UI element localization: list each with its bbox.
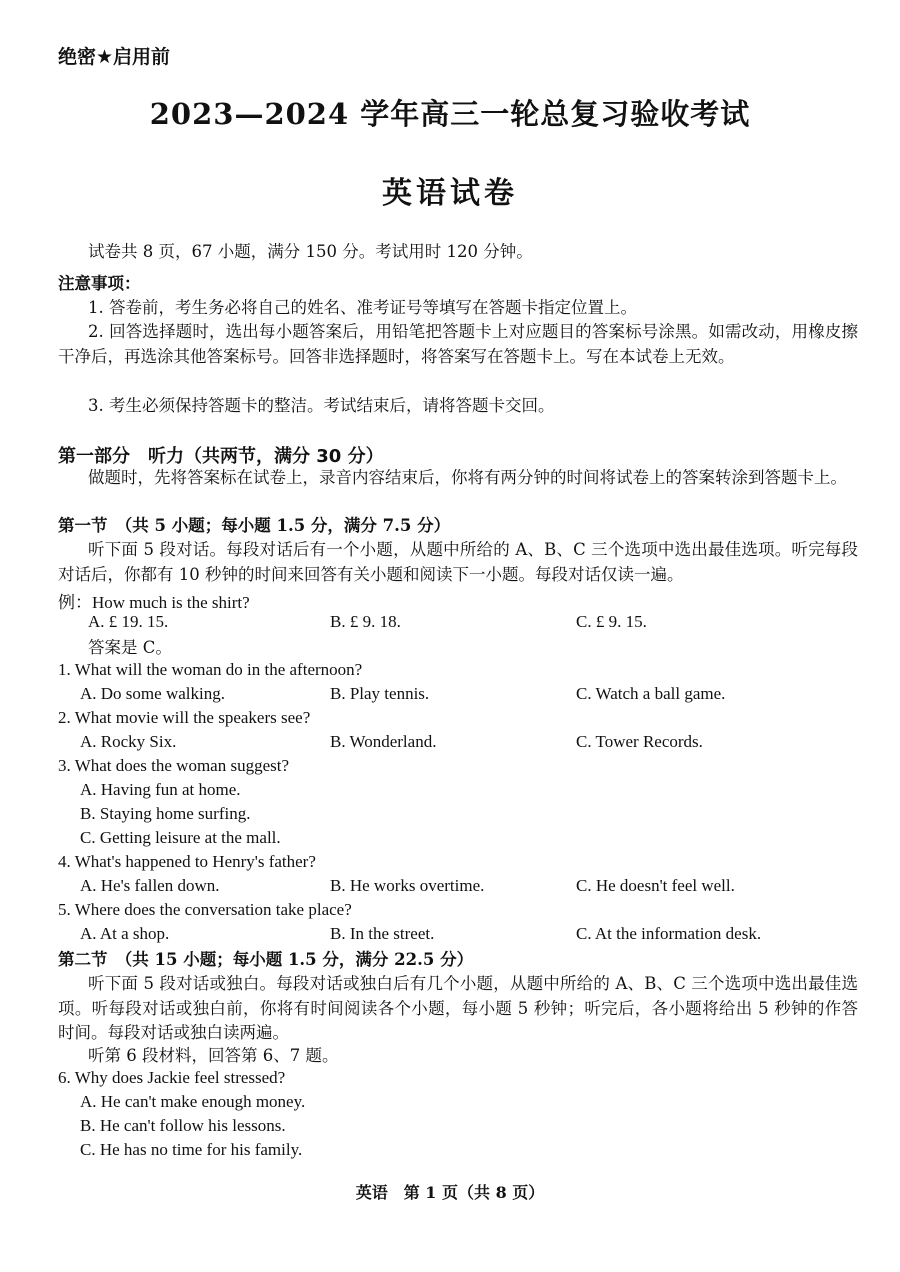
q3-option-a: A. Having fun at home. (80, 780, 241, 799)
q5-question: 5. Where does the conversation take place? (58, 900, 352, 919)
q4-option-c: C. He doesn't feel well. (576, 876, 735, 895)
confidential-label: 绝密★启用前 (58, 46, 171, 68)
section2-heading: 第二节 （共 15 小题；每小题 1.5 分，满分 22.5 分） (58, 950, 474, 969)
q3-question: 3. What does the woman suggest? (58, 756, 290, 775)
exam-intro: 试卷共 8 页，67 小题，满分 150 分。考试用时 120 分钟。 (88, 242, 533, 261)
q2-option-a: A. Rocky Six. (80, 732, 177, 751)
exam-title: 2023—2024 学年高三一轮总复习验收考试 (149, 97, 751, 131)
section2-material: 听第 6 段材料，回答第 6、7 题。 (88, 1046, 339, 1065)
notice-item-3: 3. 考生必须保持答题卡的整洁。考试结束后，请将答题卡交回。 (88, 396, 555, 415)
q5-option-b: B. In the street. (330, 924, 435, 943)
part1-instruction: 做题时，先将答案标在试卷上，录音内容结束后，你将有两分钟的时间将试卷上的答案转涂到答题卡上。 (88, 468, 847, 487)
q1-option-b: B. Play tennis. (330, 684, 430, 703)
q6-option-a: A. He can't make enough money. (80, 1092, 306, 1111)
section1-heading: 第一节 （共 5 小题；每小题 1.5 分，满分 7.5 分） (58, 516, 451, 535)
exam-subtitle: 英语试卷 (382, 176, 518, 211)
q2-question: 2. What movie will the speakers see? (58, 708, 311, 727)
section1-instruction: 听下面 5 段对话。每段对话后有一个小题，从题中所给的 A、B、C 三个选项中选出最佳选项。听完每段对话后，你都有 10 秒钟的时间来回答有关小题和阅读下一小题。每段对话仅读一遍。 (58, 540, 858, 584)
notice-heading: 注意事项： (58, 274, 141, 293)
q6-option-c: C. He has no time for his family. (80, 1140, 303, 1159)
q4-option-b: B. He works overtime. (330, 876, 485, 895)
q2-option-c: C. Tower Records. (576, 732, 703, 751)
q5-option-a: A. At a shop. (80, 924, 170, 943)
page-footer: 英语 第 1 页（共 8 页） (355, 1183, 545, 1202)
q6-option-b: B. He can't follow his lessons. (80, 1116, 286, 1135)
notice-item-2: 2. 回答选择题时，选出每小题答案后，用铅笔把答题卡上对应题目的答案标号涂黑。如需改动，用橡皮擦干净后，再选涂其他答案标号。回答非选择题时，将答案写在答题卡上。写在本试卷上无效。 (58, 322, 858, 366)
q3-option-c: C. Getting leisure at the mall. (80, 828, 281, 847)
q4-question: 4. What's happened to Henry's father? (58, 852, 316, 871)
example-option-c: C. £ 9. 15. (576, 612, 647, 631)
q6-question: 6. Why does Jackie feel stressed? (58, 1068, 286, 1087)
q5-option-c: C. At the information desk. (576, 924, 762, 943)
q2-option-b: B. Wonderland. (330, 732, 437, 751)
example-answer: 答案是 C。 (88, 638, 172, 657)
q1-option-a: A. Do some walking. (80, 684, 225, 703)
notice-item-1: 1. 答卷前，考生务必将自己的姓名、准考证号等填写在答题卡指定位置上。 (88, 298, 637, 317)
example-option-b: B. £ 9. 18. (330, 612, 401, 631)
example-question: 例：How much is the shirt? (58, 593, 250, 612)
q4-option-a: A. He's fallen down. (80, 876, 220, 895)
section2-instruction: 听下面 5 段对话或独白。每段对话或独白后有几个小题，从题中所给的 A、B、C 三个选项中选出最佳选项。听每段对话或独白前，你将有时间阅读各个小题，每小题 5 秒钟；听完后，各小题将给出 5 秒钟的作答时间。每段对话或独白读两遍。 (58, 974, 858, 1042)
q1-option-c: C. Watch a ball game. (576, 684, 726, 703)
q3-option-b: B. Staying home surfing. (80, 804, 251, 823)
q1-question: 1. What will the woman do in the afternoon? (58, 660, 363, 679)
part1-heading: 第一部分 听力（共两节，满分 30 分） (58, 446, 384, 467)
example-option-a: A. £ 19. 15. (88, 612, 169, 631)
